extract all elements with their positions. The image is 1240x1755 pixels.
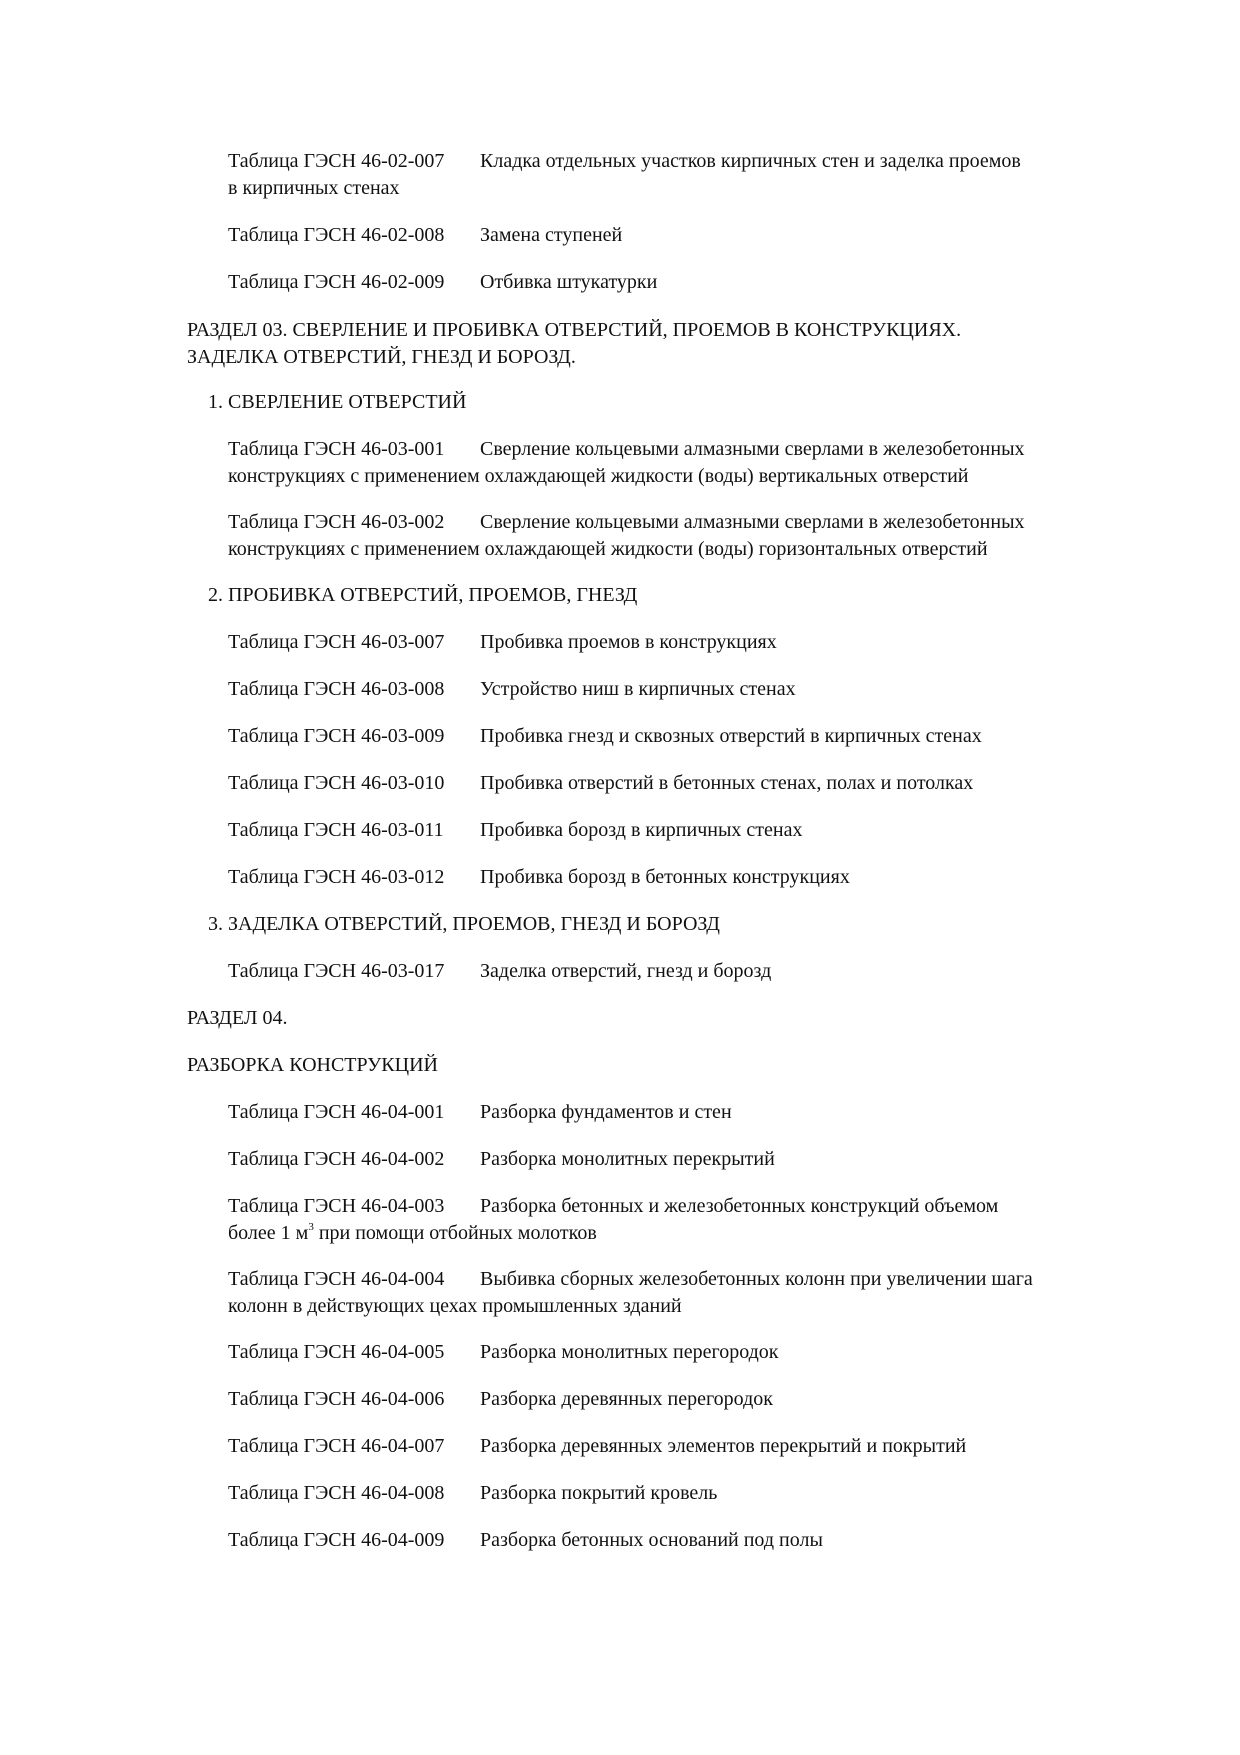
section-heading-line: РАЗДЕЛ 03. СВЕРЛЕНИЕ И ПРОБИВКА ОТВЕРСТИЙ, ПРОЕМОВ В КОНСТРУКЦИЯХ. (187, 319, 962, 341)
table-title: Разборка покрытий кровель (480, 1482, 718, 1504)
table-title: Разборка деревянных элементов перекрытий и покрытий (480, 1435, 967, 1457)
table-title: Разборка монолитных перегородок (480, 1341, 779, 1363)
table-code: Таблица ГЭСН 46-03-009 (228, 725, 445, 747)
table-title-continuation: в кирпичных стенах (228, 177, 400, 199)
table-entry-46-03-007 (228, 629, 1088, 656)
table-entry-46-03-009 (228, 723, 1088, 750)
table-title: Разборка монолитных перекрытий (480, 1148, 775, 1170)
table-entry-46-04-009 (228, 1527, 1088, 1554)
table-title: Устройство ниш в кирпичных стенах (480, 678, 796, 700)
table-code: Таблица ГЭСН 46-03-002 (228, 511, 445, 533)
section-03-heading (187, 317, 1087, 371)
table-entry-46-03-002 (228, 509, 1088, 563)
table-title-continuation: колонн в действующих цехах промышленных зданий (228, 1295, 682, 1317)
table-code: Таблица ГЭСН 46-03-008 (228, 678, 445, 700)
table-title-continuation: конструкциях с применением охлаждающей жидкости (воды) вертикальных отверстий (228, 465, 969, 487)
table-code: Таблица ГЭСН 46-03-017 (228, 960, 445, 982)
table-entry-46-03-017 (228, 958, 1088, 985)
table-code: Таблица ГЭСН 46-04-006 (228, 1388, 445, 1410)
superscript-exponent: 3 (308, 1221, 314, 1233)
table-code: Таблица ГЭСН 46-04-004 (228, 1268, 445, 1290)
table-code: Таблица ГЭСН 46-03-010 (228, 772, 445, 794)
table-title: Пробивка борозд в бетонных конструкциях (480, 866, 850, 888)
table-title: Сверление кольцевыми алмазными сверлами в железобетонных (480, 438, 1025, 460)
table-title: Сверление кольцевыми алмазными сверлами в железобетонных (480, 511, 1025, 533)
table-title: Разборка фундаментов и стен (480, 1101, 732, 1123)
table-entry-46-03-011 (228, 817, 1088, 844)
table-code: Таблица ГЭСН 46-02-007 (228, 150, 445, 172)
table-title: Кладка отдельных участков кирпичных стен и заделка проемов (480, 150, 1021, 172)
table-entry-46-02-007 (228, 148, 1088, 202)
section-04-subheading: РАЗБОРКА КОНСТРУКЦИЙ (187, 1054, 438, 1076)
table-title: Разборка деревянных перегородок (480, 1388, 773, 1410)
table-code: Таблица ГЭСН 46-03-012 (228, 866, 445, 888)
table-title-continuation: более 1 м (228, 1222, 309, 1244)
table-title: Разборка бетонных оснований под полы (480, 1529, 823, 1551)
section-heading-line: ЗАДЕЛКА ОТВЕРСТИЙ, ГНЕЗД И БОРОЗД. (187, 346, 576, 368)
table-entry-46-03-012 (228, 864, 1088, 891)
table-entry-46-03-001 (228, 436, 1088, 490)
subsection-heading-3: 3. ЗАДЕЛКА ОТВЕРСТИЙ, ПРОЕМОВ, ГНЕЗД И БОРОЗД (208, 913, 720, 935)
subsection-heading-1: 1. СВЕРЛЕНИЕ ОТВЕРСТИЙ (208, 391, 467, 413)
table-entry-46-04-002 (228, 1146, 1088, 1173)
table-code: Таблица ГЭСН 46-02-009 (228, 271, 445, 293)
table-entry-46-04-005 (228, 1339, 1088, 1366)
table-entry-46-02-008 (228, 222, 1088, 249)
table-entry-46-04-001 (228, 1099, 1088, 1126)
table-title: Пробивка гнезд и сквозных отверстий в кирпичных стенах (480, 725, 982, 747)
table-entry-46-04-004 (228, 1266, 1088, 1320)
table-code: Таблица ГЭСН 46-03-007 (228, 631, 445, 653)
subsection-heading-2: 2. ПРОБИВКА ОТВЕРСТИЙ, ПРОЕМОВ, ГНЕЗД (208, 584, 638, 606)
table-code: Таблица ГЭСН 46-04-009 (228, 1529, 445, 1551)
table-title: Выбивка сборных железобетонных колонн при увеличении шага (480, 1268, 1033, 1290)
table-entry-46-04-006 (228, 1386, 1088, 1413)
section-04-heading: РАЗДЕЛ 04. (187, 1007, 288, 1029)
table-title: Разборка бетонных и железобетонных конструкций объемом (480, 1195, 999, 1217)
table-code: Таблица ГЭСН 46-04-001 (228, 1101, 445, 1123)
table-title-continuation-rest: при помощи отбойных молотков (313, 1222, 597, 1244)
table-entry-46-04-008 (228, 1480, 1088, 1507)
table-entry-46-04-007 (228, 1433, 1088, 1460)
table-entry-46-03-008 (228, 676, 1088, 703)
table-code: Таблица ГЭСН 46-04-007 (228, 1435, 445, 1457)
table-title: Пробивка борозд в кирпичных стенах (480, 819, 803, 841)
table-code: Таблица ГЭСН 46-04-002 (228, 1148, 445, 1170)
table-code: Таблица ГЭСН 46-04-008 (228, 1482, 445, 1504)
table-entry-46-02-009 (228, 269, 1088, 296)
table-code: Таблица ГЭСН 46-04-005 (228, 1341, 445, 1363)
table-title: Заделка отверстий, гнезд и борозд (480, 960, 772, 982)
table-code: Таблица ГЭСН 46-03-011 (228, 819, 444, 841)
table-title: Отбивка штукатурки (480, 271, 658, 293)
table-code: Таблица ГЭСН 46-03-001 (228, 438, 445, 460)
table-title: Пробивка проемов в конструкциях (480, 631, 777, 653)
table-code: Таблица ГЭСН 46-04-003 (228, 1195, 445, 1217)
table-code: Таблица ГЭСН 46-02-008 (228, 224, 445, 246)
table-entry-46-04-003 (228, 1193, 1088, 1247)
table-title: Пробивка отверстий в бетонных стенах, полах и потолках (480, 772, 974, 794)
table-title-continuation: конструкциях с применением охлаждающей жидкости (воды) горизонтальных отверстий (228, 538, 988, 560)
table-title: Замена ступеней (480, 224, 623, 246)
table-entry-46-03-010 (228, 770, 1088, 797)
